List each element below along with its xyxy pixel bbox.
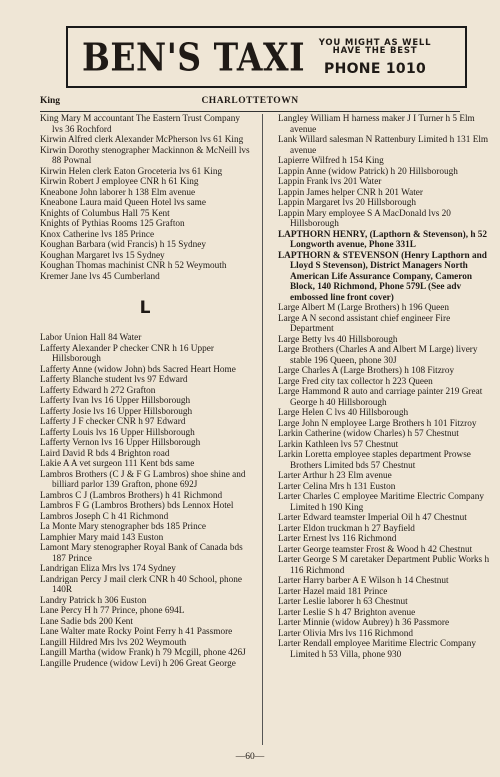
directory-entry: Kneabone John laborer h 138 Elm avenue: [40, 187, 196, 198]
directory-entry: King Mary M accountant The Eastern Trust Company lvs 36 Rochford: [40, 114, 240, 135]
left-column: [40, 114, 250, 669]
ad-title: BEN'S TAXI: [82, 34, 306, 80]
directory-entry: Koughan Margaret lvs 15 Sydney: [40, 250, 165, 261]
directory-entry: Large Brothers (Charles A and Albert M Large) livery stable 196 Queen, phone 30J: [278, 345, 478, 366]
directory-entry: LAPTHORN HENRY, (Lapthorn & Stevenson), h 52 Longworth avenue, Phone 331L: [278, 229, 488, 250]
directory-entry: Lafferty Blanche student lvs 97 Edward: [40, 375, 188, 385]
directory-entry: Lamphier Mary maid 143 Euston: [40, 532, 164, 543]
directory-entry: Lafferty Alexander P checker CNR h 16 Upper Hillsborough: [40, 343, 214, 364]
directory-entry: Larter Leslie laborer h 63 Chestnut: [278, 597, 408, 607]
directory-entry: Larter Olivia Mrs lvs 116 Richmond: [278, 628, 414, 639]
directory-entry: Large Helen C lvs 40 Hillsborough: [278, 408, 409, 418]
directory-entry: Laird David R bds 4 Brighton road: [40, 448, 170, 459]
directory-entry: Larter Minnie (widow Aubrey) h 36 Passmore: [278, 618, 450, 628]
directory-entry: Lambros C J (Lambros Brothers) h 41 Richmond: [40, 490, 223, 501]
right-entries: [278, 114, 490, 660]
directory-entry: Large A N second assistant chief engineer Fire Department: [278, 313, 451, 334]
directory-entry: Langill Hildred Mrs lvs 202 Weymouth: [40, 637, 187, 648]
directory-entry: Large Fred city tax collector h 223 Queen: [278, 376, 433, 387]
directory-entry: Large John N employee Large Brothers h 101 Fitzroy: [278, 418, 477, 429]
ad-right-block: [315, 39, 435, 76]
directory-entry: Larter Charles C employee Maritime Electric Company Limited h 190 King: [278, 492, 484, 513]
ad-slogan: YOU MIGHT AS WELL HAVE THE BEST: [318, 37, 432, 56]
directory-entry: Large Albert M (Large Brothers) h 196 Queen: [278, 303, 449, 313]
directory-entry: Lakie A A vet surgeon 111 Kent bds same: [40, 459, 195, 469]
taxi-advertisement: [66, 26, 467, 88]
section-letter: L: [139, 298, 151, 318]
directory-entry: Kirwin Dorothy stenographer Mackinnon & McNeill lvs 88 Pownal: [40, 145, 250, 166]
directory-entry: Large Charles A (Large Brothers) h 108 Fitzroy: [278, 366, 455, 376]
directory-entry: Kremer Jane lvs 45 Cumberland: [40, 271, 160, 282]
directory-entry: Lappin Mary employee S A MacDonald lvs 20 Hillsborough: [278, 208, 451, 229]
directory-entry: Koughan Barbara (wid Francis) h 15 Sydney: [40, 240, 206, 250]
directory-entry: Kneabone Laura maid Queen Hotel lvs same: [40, 198, 206, 208]
directory-entry: Larter George S M caretaker Department Public Works h 116 Richmond: [278, 555, 490, 576]
directory-entry: Lafferty Vernon lvs 16 Upper Hillsborough: [40, 438, 201, 448]
directory-entry: Lambros F G (Lambros Brothers) bds Lennox Hotel: [40, 501, 234, 511]
directory-entry: Larkin Kathleen lvs 57 Chestnut: [278, 439, 399, 450]
directory-entry: Lane Walter mate Rocky Point Ferry h 41 Passmore: [40, 627, 233, 637]
left-entries-k: [40, 114, 250, 282]
directory-entry: Larter Ernest lvs 116 Richmond: [278, 534, 397, 544]
directory-entry: Lafferty Edward h 272 Grafton: [40, 385, 156, 396]
directory-entry: Landry Patrick h 306 Euston: [40, 595, 147, 606]
directory-entry: Lafferty J F checker CNR h 97 Edward: [40, 417, 186, 427]
directory-entry: Larkin Catherine (widow Charles) h 57 Chestnut: [278, 429, 459, 439]
directory-entry: Larter Celina Mrs h 131 Euston: [278, 481, 396, 492]
directory-entry: Knights of Columbus Hall 75 Kent: [40, 208, 170, 219]
column-divider: [262, 114, 263, 745]
directory-entry: LAPTHORN & STEVENSON (Henry Lapthorn and Lloyd S Stevenson), District Managers North American Life Assurance Company, Cameron Block, 140 Richmond, Phone 579L (See adv embossed line front cover): [278, 250, 487, 303]
directory-entry: Lappin James helper CNR h 201 Water: [278, 187, 423, 198]
directory-entry: Lamont Mary stenographer Royal Bank of Canada bds 187 Prince: [40, 543, 243, 564]
directory-entry: Koughan Thomas machinist CNR h 52 Weymouth: [40, 261, 227, 271]
directory-entry: Larter Rendall employee Maritime Electric Company Limited h 53 Villa, phone 930: [278, 639, 477, 660]
directory-entry: Lane Percy H h 77 Prince, phone 694L: [40, 606, 185, 616]
directory-entry: Large Hammond R auto and carriage painter 219 Great George h 40 Hillsborough: [278, 387, 483, 408]
directory-entry: Lappin Margaret lvs 20 Hillsborough: [278, 198, 417, 208]
directory-entry: Labor Union Hall 84 Water: [40, 333, 142, 343]
directory-entry: Lafferty Josie lvs 16 Upper Hillsborough: [40, 406, 193, 417]
directory-entry: Lambros Brothers (C J & F G Lambros) shoe shine and billiard parlor 139 Grafton, phone 692J: [40, 469, 246, 490]
directory-entry: Lappin Frank lvs 201 Water: [278, 177, 382, 187]
page-header: [40, 96, 460, 110]
directory-entry: Lafferty Louis lvs 16 Upper Hillsborough: [40, 427, 195, 438]
directory-entry: Langille Prudence (widow Levi) h 206 Great George: [40, 658, 236, 669]
directory-entry: Lane Sadie bds 200 Kent: [40, 616, 133, 627]
directory-entry: Larter Edward teamster Imperial Oil h 47 Chestnut: [278, 513, 467, 523]
directory-entry: Larter Leslie S h 47 Brighton avenue: [278, 607, 416, 618]
directory-entry: Landrigan Percy J mail clerk CNR h 40 School, phone 140R: [40, 574, 242, 595]
left-entries-l: [40, 333, 250, 669]
directory-entry: Larkin Loretta employee staples department Prowse Brothers Limited bds 57 Chestnut: [278, 450, 471, 471]
city-title: CHARLOTTETOWN: [201, 96, 299, 106]
directory-entry: Larter George teamster Frost & Wood h 42 Chestnut: [278, 544, 473, 555]
directory-entry: Knox Catherine lvs 185 Prince: [40, 229, 155, 240]
directory-entry: Larter Harry barber A E Wilson h 14 Chestnut: [278, 576, 449, 586]
directory-entry: Lapierre Wilfred h 154 King: [278, 156, 384, 166]
directory-entry: Landrigan Eliza Mrs lvs 174 Sydney: [40, 564, 176, 574]
directory-entry: Kirwin Alfred clerk Alexander McPherson lvs 61 King: [40, 135, 244, 145]
directory-entry: Langley William H harness maker J I Turner h 5 Elm avenue: [278, 114, 475, 135]
directory-entry: Langill Martha (widow Frank) h 79 Mcgill, phone 426J: [40, 648, 246, 658]
page-number: —60—: [235, 752, 265, 762]
guide-word: King: [40, 96, 61, 106]
directory-entry: La Monte Mary stenographer bds 185 Prince: [40, 522, 206, 532]
directory-entry: Lank Willard salesman N Rattenbury Limited h 131 Elm avenue: [278, 135, 489, 156]
right-column: [278, 114, 490, 660]
header-rule: [40, 111, 460, 112]
directory-entry: Lafferty Ivan lvs 16 Upper Hillsborough: [40, 396, 191, 406]
ad-phone: PHONE 1010: [324, 60, 427, 77]
directory-entry: Kirwin Helen clerk Eaton Groceteria lvs 61 King: [40, 166, 223, 177]
directory-entry: Lambros Joseph C h 41 Richmond: [40, 511, 169, 522]
directory-entry: Kirwin Robert J employee CNR h 61 King: [40, 177, 199, 187]
directory-entry: Larter Eldon truckman h 27 Bayfield: [278, 523, 415, 534]
directory-entry: Larter Arthur h 23 Elm avenue: [278, 471, 392, 481]
directory-entry: Knights of Pythias Rooms 125 Grafton: [40, 219, 185, 229]
directory-entry: Large Betty lvs 40 Hillsborough: [278, 334, 398, 345]
directory-entry: Larter Hazel maid 181 Prince: [278, 586, 388, 597]
directory-entry: Lafferty Anne (widow John) bds Sacred Heart Home: [40, 364, 236, 375]
directory-entry: Lappin Anne (widow Patrick) h 20 Hillsborough: [278, 166, 458, 177]
